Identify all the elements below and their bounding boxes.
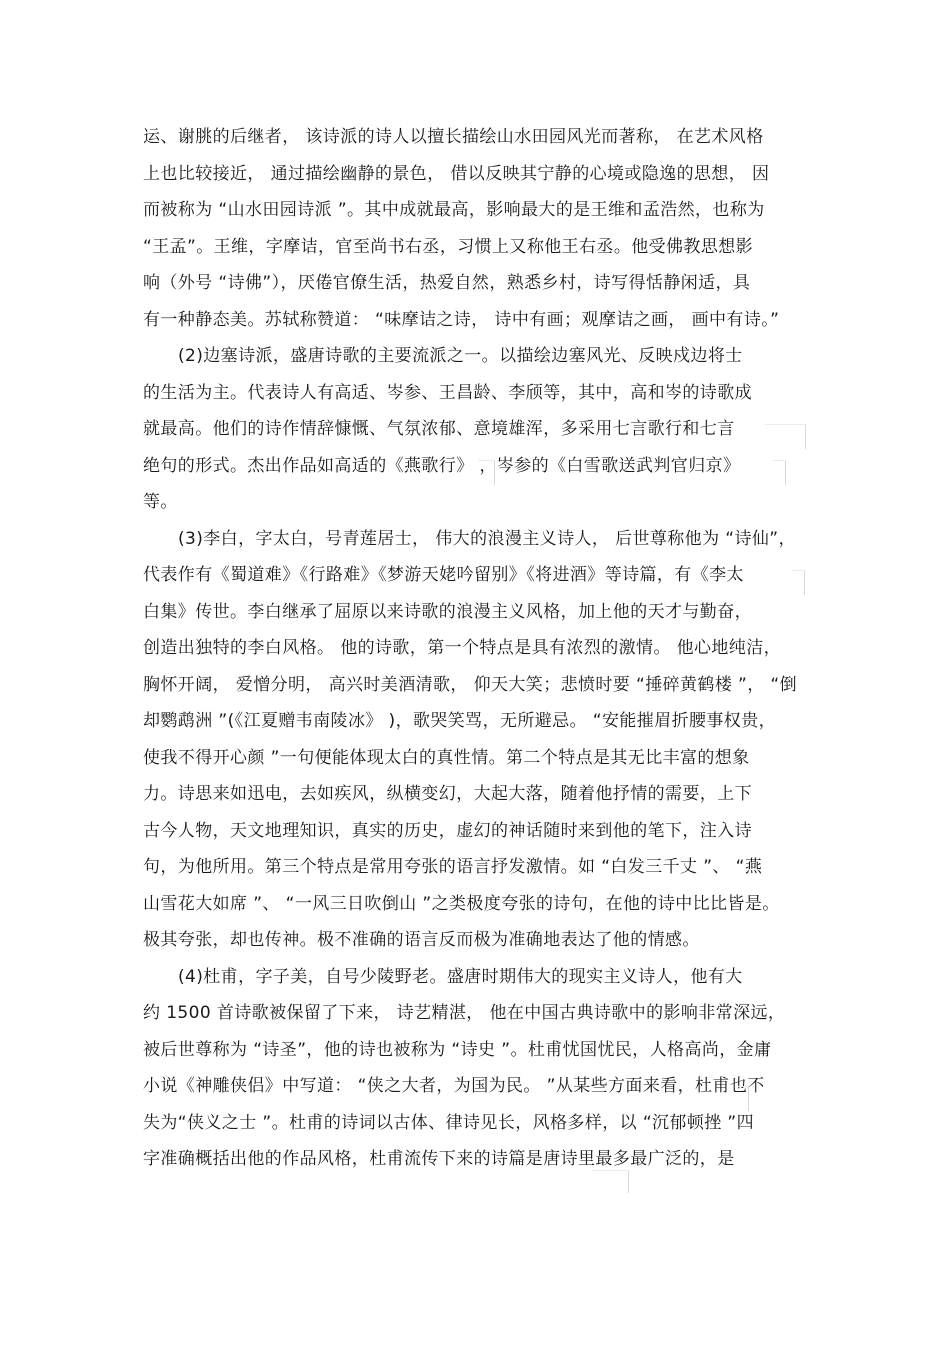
scan-artifact xyxy=(738,1086,749,1111)
paragraph-start-line: (4)杜甫，字子美，自号少陵野老。盛唐时期伟大的现实主义诗人，他有大 xyxy=(178,966,743,987)
text-line: 的生活为主。代表诗人有高适、岑参、王昌龄、李颀等，其中，高和岑的诗歌成 xyxy=(143,382,752,403)
text-line: 上也比较接近， 通过描绘幽静的景色， 借以反映其宁静的心境或隐逸的思想， 因 xyxy=(143,163,770,184)
text-line: 有一种静态美。苏轼称赞道： “味摩诘之诗， 诗中有画；观摩诘之画， 画中有诗。” xyxy=(143,309,780,330)
text-line: 创造出独特的李白风格。 他的诗歌，第一个特点是具有浓烈的激情。 他心地纯洁， xyxy=(143,638,782,658)
text-line: 失为“侠义之士 ”。杜甫的诗词以古体、律诗见长，风格多样，以 “沉郁顿挫 ”四 xyxy=(143,1112,755,1133)
scan-artifact xyxy=(478,460,495,485)
text-line: 白集》传世。李白继承了屈原以来诗歌的浪漫主义风格，加上他的天才与勤奋， xyxy=(143,601,752,622)
text-line: “王孟”。王维，字摩诘，官至尚书右丞，习惯上又称他王右丞。他受佛教思想影 xyxy=(143,236,754,257)
text-line: 代表作有《蜀道难》《行路难》《梦游天姥吟留别》《将进酒》等诗篇，有《李太 xyxy=(143,565,744,585)
body-text xyxy=(143,119,813,1178)
text-line: 被后世尊称为 “诗圣”，他的诗也被称为 “诗史 ”。杜甫忧国忧民，人格高尚，金庸 xyxy=(143,1039,772,1060)
text-line: 就最高。他们的诗作情辞慷慨、气氛浓郁、意境雄浑，多采用七言歌行和七言 xyxy=(143,419,735,439)
scan-artifact xyxy=(792,570,805,595)
text-line: 运、谢朓的后继者， 该诗派的诗人以擅长描绘山水田园风光而著称， 在艺术风格 xyxy=(143,127,764,147)
text-line: 等。 xyxy=(143,492,178,512)
text-line: 响（外号 “诗佛”），厌倦官僚生活，热爱自然，熟悉乡村，诗写得恬静闲适，具 xyxy=(143,273,751,293)
scan-artifact xyxy=(765,424,806,449)
text-line: 却鹦鹉洲 ”(《江夏赠韦南陵冰》 )，歌哭笑骂，无所避忌。 “安能摧眉折腰事权贵， xyxy=(143,711,776,731)
scan-artifact xyxy=(592,1170,629,1193)
text-line: 使我不得开心颜 ”一句便能体现太白的真性情。第二个特点是其无比丰富的想象 xyxy=(143,747,750,768)
scan-artifact xyxy=(773,460,786,485)
text-line: 山雪花大如席 ”、 “一风三日吹倒山 ”之类极度夸张的诗句，在他的诗中比比皆是。 xyxy=(143,893,780,914)
text-line: 古今人物，天文地理知识，真实的历史，虚幻的神话随时来到他的笔下，注入诗 xyxy=(143,820,752,841)
text-line: 胸怀开阔， 爱憎分明， 高兴时美酒清歌， 仰天大笑；悲愤时要 “捶碎黄鹤楼 ”， “倒 xyxy=(143,674,798,695)
text-line: 极其夸张，却也传神。极不准确的语言反而极为准确地表达了他的情感。 xyxy=(143,930,700,950)
text-line: 句，为他所用。第三个特点是常用夸张的语言抒发激情。如 “白发三千丈 ”、 “燕 xyxy=(143,857,763,877)
text-line: 绝句的形式。杰出作品如高适的《燕歌行》 ，岑参的《白雪歌送武判官归京》 xyxy=(143,455,741,476)
text-line: 小说《神雕侠侣》中写道： “侠之大者，为国为民。 ”从某些方面来看，杜甫也不 xyxy=(143,1076,765,1096)
text-line: 而被称为 “山水田园诗派 ”。其中成就最高，影响最大的是王维和孟浩然，也称为 xyxy=(143,200,765,220)
text-line: 字准确概括出他的作品风格，杜甫流传下来的诗篇是唐诗里最多最广泛的，是 xyxy=(143,1149,735,1169)
text-line: 约 1500 首诗歌被保留了下来， 诗艺精湛， 他在中国古典诗歌中的影响非常深远， xyxy=(143,1003,786,1023)
text-line: 力。诗思来如迅电，去如疾风，纵横变幻，大起大落，随着他抒情的需要，上下 xyxy=(143,784,752,804)
paragraph-start-line: (3)李白，字太白，号青莲居士， 伟大的浪漫主义诗人， 后世尊称他为 “诗仙”， xyxy=(178,528,796,549)
paragraph-start-line: (2)边塞诗派，盛唐诗歌的主要流派之一。以描绘边塞风光、反映戍边将士 xyxy=(178,346,743,366)
